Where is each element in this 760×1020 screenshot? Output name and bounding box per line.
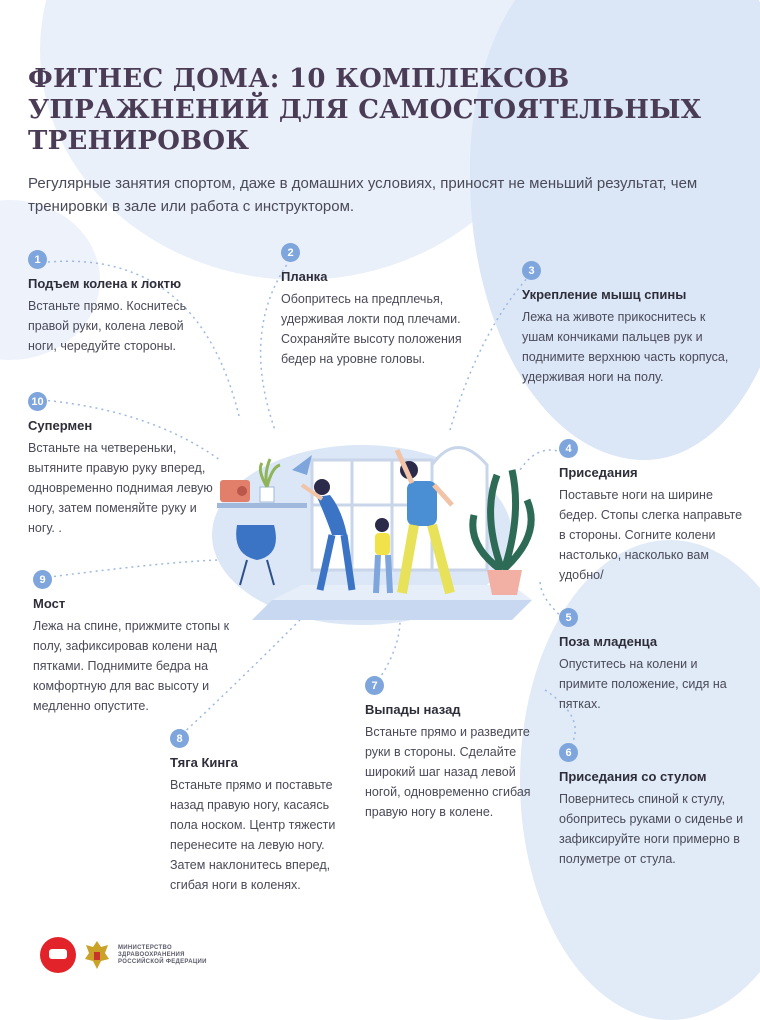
russian-coat-of-arms-icon (84, 939, 110, 971)
step-number: 5 (559, 608, 578, 627)
exercise-step-8 (170, 729, 360, 895)
step-title: Мост (33, 596, 66, 611)
stopcovid-logo-icon (40, 937, 76, 973)
step-description: Встаньте прямо и разведите руки в стороны. Сделайте широкий шаг назад левой ногой, одновременно сгибая правую ногу в колене. (365, 725, 531, 819)
step-title: Поза младенца (559, 634, 658, 649)
step-description: Встаньте на четвереньки, вытяните правую руку вперед, одновременно поднимая левую ногу, затем поменяйте руку и ногу. . (28, 441, 213, 535)
exercise-step-10 (28, 392, 218, 538)
step-number: 1 (28, 250, 47, 269)
step-number: 6 (559, 743, 578, 762)
step-title: Супермен (28, 418, 93, 433)
step-title: Тяга Кинга (170, 755, 238, 770)
step-title: Выпады назад (365, 702, 461, 717)
step-number: 2 (281, 243, 300, 262)
step-description: Лежа на животе прикоснитесь к ушам кончиками пальцев рук и поднимите верхнюю часть корпуса, удерживая ноги на полу. (522, 310, 729, 384)
step-number: 9 (33, 570, 52, 589)
step-number: 10 (28, 392, 47, 411)
step-number: 8 (170, 729, 189, 748)
exercise-step-6 (559, 743, 754, 869)
step-number: 3 (522, 261, 541, 280)
step-description: Лежа на спине, прижмите стопы к полу, зафиксировав колени над пятками. Поднимите бедра на комфортную для вас высоту и медленно опустите. (33, 619, 230, 713)
footer-logos (40, 935, 207, 975)
step-title: Приседания (559, 465, 638, 480)
exercise-step-1 (28, 250, 218, 356)
family-exercise-illustration (212, 425, 562, 625)
step-number: 7 (365, 676, 384, 695)
exercise-step-9 (33, 570, 233, 716)
step-description: Встаньте прямо. Коснитесь правой руки, колена левой ноги, чередуйте стороны. (28, 299, 187, 353)
exercise-step-2 (281, 243, 471, 369)
exercise-step-3 (522, 261, 737, 387)
step-description: Опуститесь на колени и примите положение, сидя на пятках. (559, 657, 727, 711)
exercise-step-5 (559, 608, 749, 714)
step-description: Поставьте ноги на ширине бедер. Стопы слегка направьте в стороны. Согните колени настолько, насколько вам удобно/ (559, 488, 743, 582)
step-title: Подъем колена к локтю (28, 276, 182, 291)
page-subtitle: Регулярные занятия спортом, даже в домашних условиях, приносят не меньший результат, чем тренировки в зале или работа с инструктором. (28, 175, 698, 215)
exercise-step-7 (365, 676, 555, 822)
step-number: 4 (559, 439, 578, 458)
step-title: Приседания со стулом (559, 769, 707, 784)
page-title: ФИТНЕС ДОМА: 10 КОМПЛЕКСОВ УПРАЖНЕНИЙ ДЛЯ САМОСТОЯТЕЛЬНЫХ ТРЕНИРОВОК (28, 64, 702, 156)
exercise-step-4 (559, 439, 749, 585)
step-description: Повернитесь спиной к стулу, обопритесь руками о сиденье и зафиксируйте ноги примерно в полуметре от стула. (559, 792, 744, 866)
step-description: Встаньте прямо и поставьте назад правую ногу, касаясь пола носком. Центр тяжести перенесите на левую ногу. Затем наклонитесь вперед, сгибая ноги в коленях. (170, 778, 336, 892)
step-title: Планка (281, 269, 328, 284)
ministry-name: МИНИСТЕРСТВО ЗДРАВООХРАНЕНИЯ РОССИЙСКОЙ ФЕДЕРАЦИИ (118, 944, 207, 965)
step-description: Обопритесь на предплечья, удерживая локти под плечами. Сохраняйте высоту положения бедер на уровне головы. (281, 292, 462, 366)
step-title: Укрепление мышц спины (522, 287, 687, 302)
